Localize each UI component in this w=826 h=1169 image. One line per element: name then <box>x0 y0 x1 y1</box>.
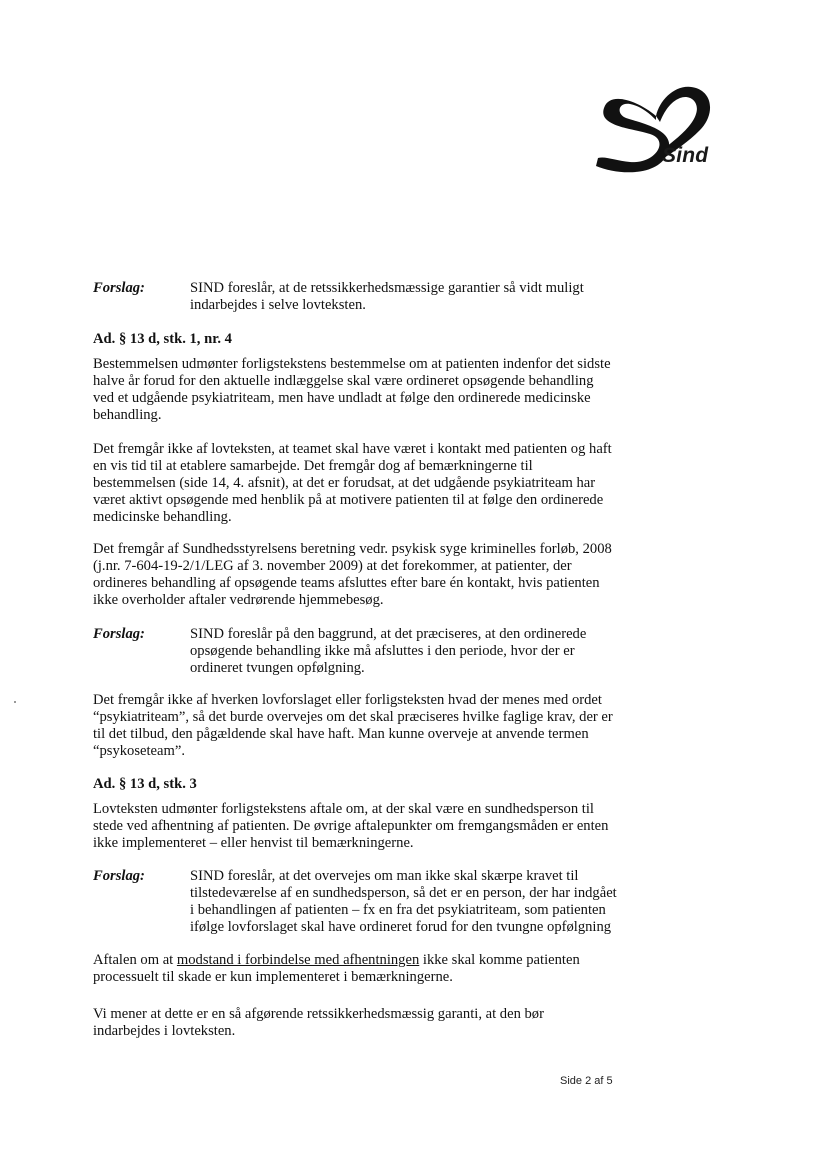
paragraph-text: Lovteksten udmønter forligstekstens aftale om, at der skal være en sundhedsperson til stede ved afhentning af patienten. De øvrige aftalepunkter om fremgangsmåden er enten ikke implementeret – eller henvist til bemærkningerne. <box>93 801 609 851</box>
paragraph-text: Det fremgår ikke af hverken lovforslaget eller forligsteksten hvad der menes med ordet “psykiatriteam”, så det burde overvejes om det skal præciseres hvilke faglige krav, der er til det tilbud, den pågældende skal have haft. Man kunne overveje at anvende termen “psykoseteam”. <box>93 692 613 759</box>
paragraph <box>93 356 613 424</box>
paragraph-text: Det fremgår af Sundhedsstyrelsens beretning vedr. psykisk syge kriminelles forløb, 2008 (j.nr. 7-604-19-2/1/LEG af 3. november 2009) at det forekommer, at patienter, der ordineres behandling af opsøgende teams afsluttes efter bare én kontakt, hvis patienten ikke overholder aftaler vedrørende hjemmebesøg. <box>93 541 612 608</box>
paragraph <box>93 952 613 986</box>
proposal-text: SIND foreslår, at det overvejes om man ikke skal skærpe kravet til tilstedeværelse af en sundhedsperson, så det er en person, der har indgået i behandlingen af patienten – fx en fra det psykiatriteam, som patienten ifølge lovforslaget skal have ordineret forud for den tvungne opfølgning <box>190 868 617 935</box>
paragraph-text: Det fremgår ikke af lovteksten, at teamet skal have været i kontakt med patienten og haft en vis tid til at etablere samarbejde. Det fremgår dog af bemærkningerne til bestemmelsen (side 14, 4. afsnit), at det er forudsat, at det udgående psykiatriteam har været aktivt opsøgende med henblik på at motivere patienten til at følge den ordinerede medicinske behandling. <box>93 441 612 525</box>
proposal-label: Forslag: <box>93 626 145 642</box>
text-span: ikke skal komme patienten processuelt til skade er kun implementeret i bemærkningerne. <box>93 952 580 985</box>
paragraph <box>93 1006 613 1040</box>
proposal-label: Forslag: <box>93 280 145 296</box>
page-number: Side 2 af 5 <box>560 1075 613 1087</box>
proposal-2 <box>93 626 618 677</box>
proposal-1 <box>93 280 618 314</box>
section-heading: Ad. § 13 d, stk. 1, nr. 4 <box>93 331 232 347</box>
proposal-label: Forslag: <box>93 868 145 884</box>
logo-wordmark: Sind <box>662 144 709 167</box>
underlined-text: modstand i forbindelse med afhentningen <box>176 952 420 968</box>
proposal-text: SIND foreslår på den baggrund, at det præciseres, at den ordinerede opsøgende behandling ikke må afsluttes i den periode, hvor der er ordineret tvungen opfølgning. <box>190 626 587 676</box>
paragraph <box>93 541 613 609</box>
paragraph-text <box>93 952 613 986</box>
paragraph <box>93 801 613 852</box>
proposal-text: SIND foreslår, at de retssikkerhedsmæssige garantier så vidt muligt indarbejdes i selve lovteksten. <box>190 280 584 313</box>
proposal-3 <box>93 868 618 936</box>
section-heading: Ad. § 13 d, stk. 3 <box>93 776 197 792</box>
paragraph-text: Bestemmelsen udmønter forligstekstens bestemmelse om at patienten indenfor det sidste halve år forud for den aktuelle indlæggelse skal være ordineret opsøgende behandling ved et udgående psykiatriteam, men have undladt at følge den ordinerede medicinske behandling. <box>93 356 611 423</box>
paragraph <box>93 441 613 526</box>
paragraph-text: Vi mener at dette er en så afgørende retssikkerhedsmæssig garanti, at den bør indarbejdes i lovteksten. <box>93 1006 544 1039</box>
paragraph <box>93 692 613 760</box>
text-span: Aftalen om at <box>93 952 177 968</box>
scan-speck <box>14 701 16 703</box>
